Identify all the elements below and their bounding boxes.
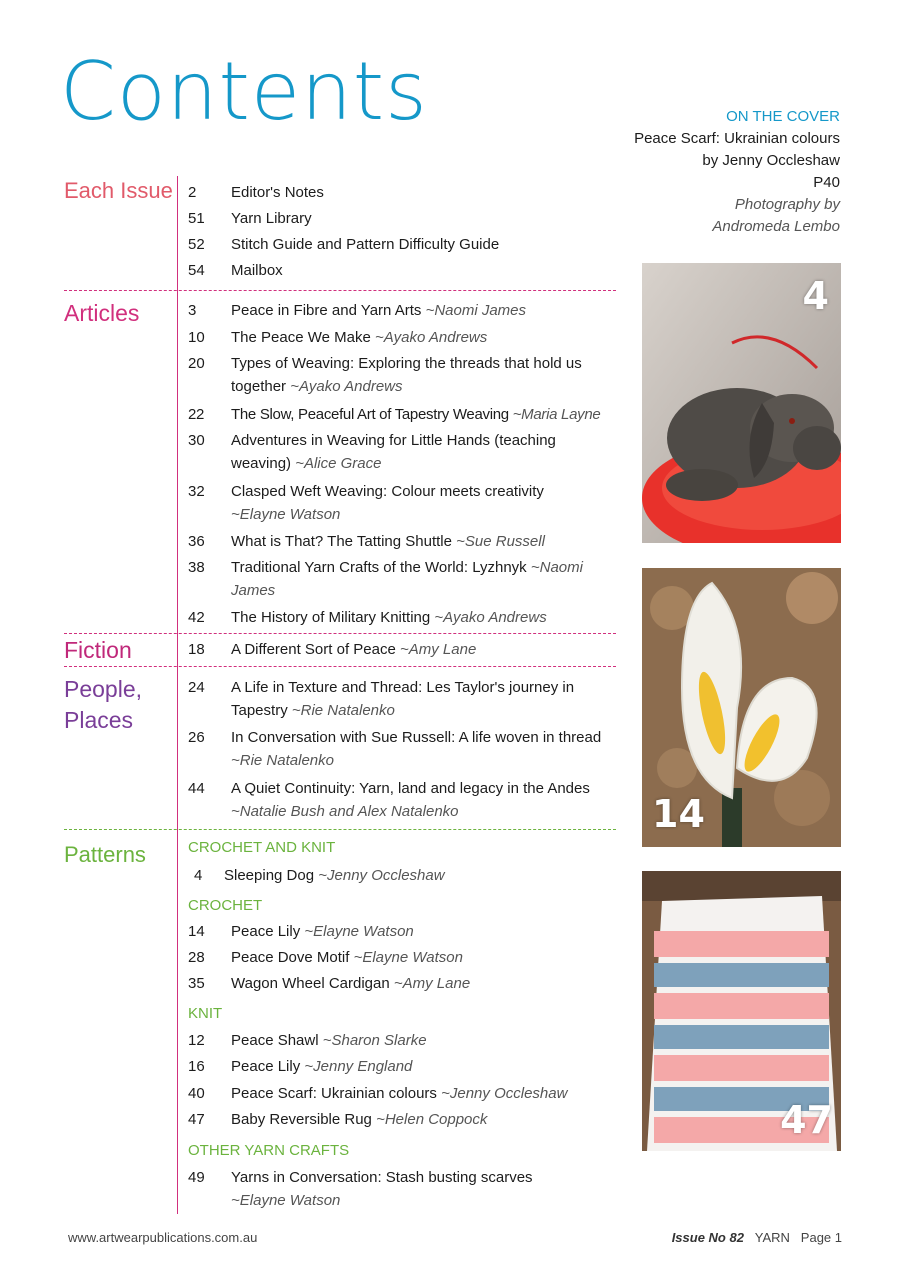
photo-credit-line2: Andromeda Lembo (712, 218, 840, 235)
section-people-line2: Places (64, 707, 134, 733)
list-item[interactable]: 2 Editor's Notes (188, 184, 324, 201)
list-item[interactable]: 22 The Slow, Peaceful Art of Tapestry Weaving ~Maria Layne (188, 406, 601, 423)
footer-url[interactable]: www.artwearpublications.com.au (68, 1230, 258, 1245)
list-item[interactable]: 40 Peace Scarf: Ukrainian colours ~Jenny Occleshaw (188, 1085, 568, 1102)
photo-credit-line1: Photography by (734, 196, 840, 213)
list-item[interactable]: 10 The Peace We Make ~Ayako Andrews (188, 329, 488, 346)
cover-page: P40 (813, 174, 840, 191)
peace-lily-photo[interactable] (642, 568, 841, 847)
list-item[interactable]: 28 Peace Dove Motif ~Elayne Watson (188, 949, 463, 966)
list-item[interactable]: 20 Types of Weaving: Exploring the threads that hold us together ~Ayako Andrews (188, 355, 582, 395)
divider-people (64, 666, 616, 667)
list-item[interactable]: 24 A Life in Texture and Thread: Les Taylor's journey in Tapestry ~Rie Natalenko (188, 679, 575, 719)
list-item[interactable]: 47 Baby Reversible Rug ~Helen Coppock (188, 1111, 488, 1128)
footer-magazine: YARN (754, 1230, 790, 1245)
list-item[interactable]: 16 Peace Lily ~Jenny England (188, 1058, 413, 1075)
footer-page: Page 1 (800, 1230, 842, 1245)
list-item[interactable]: 26 In Conversation with Sue Russell: A life woven in thread ~Rie Natalenko (188, 729, 602, 769)
baby-rug-photo[interactable] (642, 871, 841, 1151)
subheading-other-yarn-crafts: OTHER YARN CRAFTS (188, 1142, 350, 1159)
list-item[interactable]: 3 Peace in Fibre and Yarn Arts ~Naomi James (188, 302, 527, 319)
subheading-knit: KNIT (188, 1005, 223, 1022)
footer-issue: Issue No 82 (671, 1230, 744, 1245)
list-item[interactable]: 49 Yarns in Conversation: Stash busting scarves ~Elayne Watson (188, 1169, 533, 1209)
divider-articles (64, 290, 616, 291)
subheading-crochet: CROCHET (188, 897, 263, 914)
list-item[interactable]: 35 Wagon Wheel Cardigan ~Amy Lane (188, 975, 471, 992)
cover-title: Peace Scarf: Ukrainian colours (634, 130, 840, 147)
list-item[interactable]: 38 Traditional Yarn Crafts of the World: Lyzhnyk ~Naomi James (188, 559, 583, 599)
list-item[interactable]: 18 A Different Sort of Peace ~Amy Lane (188, 641, 477, 658)
footer-issue-info (672, 1230, 842, 1245)
list-item[interactable]: 44 A Quiet Continuity: Yarn, land and legacy in the Andes ~Natalie Bush and Alex Natalenko (188, 780, 590, 820)
list-item[interactable]: 51 Yarn Library (188, 210, 312, 227)
list-item[interactable]: 52 Stitch Guide and Pattern Difficulty Guide (188, 236, 500, 253)
list-item[interactable]: 4 Sleeping Dog ~Jenny Occleshaw (194, 867, 445, 884)
section-articles: Articles (64, 300, 140, 326)
photo-page-badge: 4 (802, 274, 829, 318)
photo-page-badge: 47 (780, 1098, 833, 1142)
cover-byline: by Jenny Occleshaw (702, 152, 840, 169)
section-each-issue: Each Issue (64, 178, 173, 203)
photo-page-badge: 14 (652, 792, 705, 836)
list-item[interactable]: 32 Clasped Weft Weaving: Colour meets creativity ~Elayne Watson (188, 483, 544, 523)
section-fiction: Fiction (64, 637, 132, 663)
page-title: Contents (60, 45, 428, 138)
list-item[interactable]: 42 The History of Military Knitting ~Ayako Andrews (188, 609, 547, 626)
list-item[interactable]: 12 Peace Shawl ~Sharon Slarke (188, 1032, 427, 1049)
cover-heading: ON THE COVER (726, 108, 840, 125)
divider-fiction (64, 633, 616, 634)
subheading-crochet-knit: CROCHET AND KNIT (188, 839, 336, 856)
column-divider (177, 176, 178, 1214)
list-item[interactable]: 36 What is That? The Tatting Shuttle ~Sue Russell (188, 533, 545, 550)
section-patterns: Patterns (64, 842, 146, 867)
divider-patterns (64, 829, 616, 830)
section-people-line1: People, (64, 676, 143, 702)
list-item[interactable]: 14 Peace Lily ~Elayne Watson (188, 923, 414, 940)
sleeping-dog-photo[interactable] (642, 263, 841, 543)
list-item[interactable]: 54 Mailbox (188, 262, 283, 279)
list-item[interactable]: 30 Adventures in Weaving for Little Hands (teaching weaving) ~Alice Grace (188, 432, 556, 472)
